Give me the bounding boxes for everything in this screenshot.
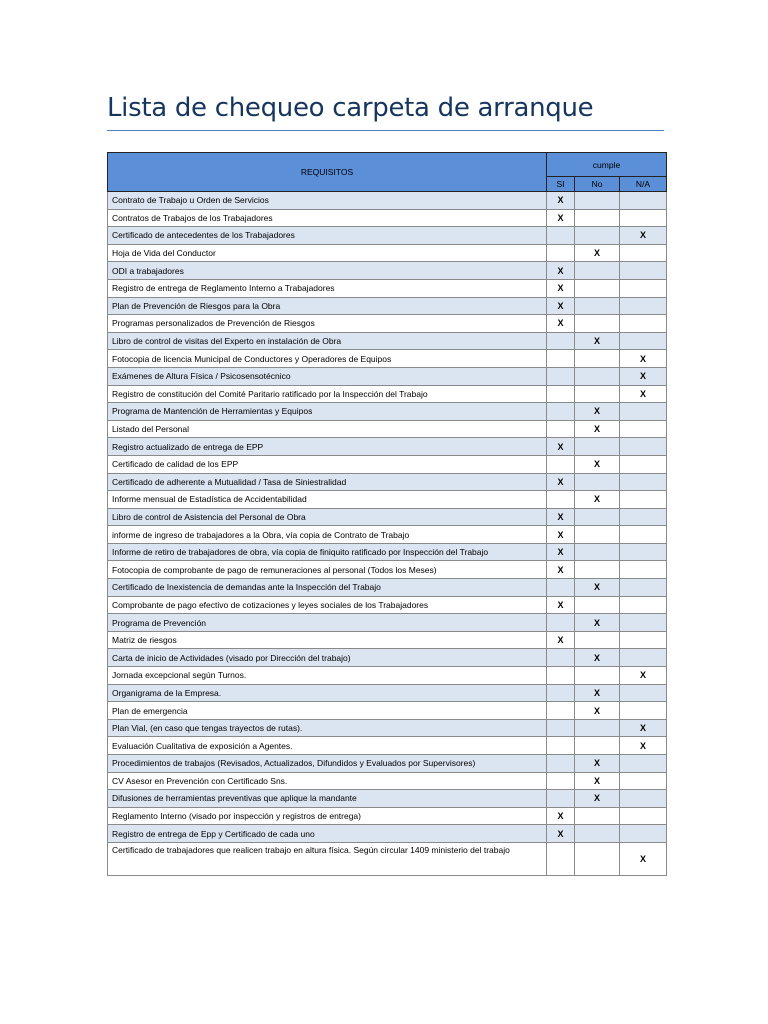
requirement-cell: Reglamento Interno (visado por inspección y registros de entrega) (108, 807, 547, 825)
si-cell (547, 719, 575, 737)
table-row (108, 491, 667, 509)
no-cell (575, 192, 620, 210)
si-cell (547, 350, 575, 368)
na-cell: X (620, 737, 667, 755)
na-cell (620, 491, 667, 509)
no-cell (575, 438, 620, 456)
no-cell (575, 737, 620, 755)
no-cell: X (575, 755, 620, 773)
document-title: Lista de chequeo carpeta de arranque (107, 93, 594, 123)
na-cell (620, 209, 667, 227)
na-cell (620, 579, 667, 597)
no-cell: X (575, 420, 620, 438)
checklist-table (107, 152, 667, 876)
requirement-cell: Comprobante de pago efectivo de cotizaciones y leyes sociales de los Trabajadores (108, 596, 547, 614)
na-cell (620, 561, 667, 579)
na-cell: X (620, 719, 667, 737)
na-cell: X (620, 227, 667, 245)
requirement-cell: Programa de Prevención (108, 614, 547, 632)
no-cell (575, 385, 620, 403)
si-cell: X (547, 209, 575, 227)
table-row (108, 209, 667, 227)
no-cell: X (575, 772, 620, 790)
title-underline (107, 130, 664, 131)
table-row (108, 631, 667, 649)
no-cell (575, 297, 620, 315)
na-cell (620, 702, 667, 720)
na-cell (620, 526, 667, 544)
requirement-cell: Plan Vial, (en caso que tengas trayectos de rutas). (108, 719, 547, 737)
requirement-cell: Programa de Mantención de Herramientas y Equipos (108, 403, 547, 421)
na-cell: X (620, 385, 667, 403)
si-cell (547, 367, 575, 385)
requirement-cell: Certificado de trabajadores que realicen trabajo en altura física. Según circular 1409 ministerio del trabajo (108, 842, 547, 875)
na-cell (620, 772, 667, 790)
si-cell (547, 244, 575, 262)
table-row (108, 737, 667, 755)
na-cell (620, 543, 667, 561)
na-cell (620, 455, 667, 473)
na-cell (620, 649, 667, 667)
no-cell: X (575, 579, 620, 597)
no-cell (575, 526, 620, 544)
si-cell: X (547, 192, 575, 210)
requirement-cell: Listado del Personal (108, 420, 547, 438)
requirement-cell: Plan de emergencia (108, 702, 547, 720)
na-cell (620, 508, 667, 526)
requirement-cell: Plan de Prevención de Riesgos para la Obra (108, 297, 547, 315)
si-cell (547, 649, 575, 667)
no-cell (575, 279, 620, 297)
requirement-cell: Evaluación Cualitativa de exposición a Agentes. (108, 737, 547, 755)
na-cell (620, 192, 667, 210)
na-cell (620, 332, 667, 350)
no-cell (575, 842, 620, 875)
no-cell: X (575, 702, 620, 720)
no-cell (575, 561, 620, 579)
no-cell (575, 350, 620, 368)
table-row (108, 473, 667, 491)
requirement-cell: Informe mensual de Estadística de Accidentabilidad (108, 491, 547, 509)
no-cell (575, 543, 620, 561)
table-row (108, 649, 667, 667)
table-row (108, 455, 667, 473)
requirement-cell: Libro de control de visitas del Experto en instalación de Obra (108, 332, 547, 350)
si-cell: X (547, 543, 575, 561)
na-cell (620, 438, 667, 456)
requirement-cell: Exámenes de Altura Física / Psicosensotécnico (108, 367, 547, 385)
table-row (108, 508, 667, 526)
si-cell: X (547, 297, 575, 315)
si-cell (547, 842, 575, 875)
table-row (108, 227, 667, 245)
no-cell: X (575, 455, 620, 473)
na-cell (620, 262, 667, 280)
requirement-cell: Registro actualizado de entrega de EPP (108, 438, 547, 456)
table-row (108, 596, 667, 614)
no-cell: X (575, 332, 620, 350)
na-cell (620, 279, 667, 297)
si-cell: X (547, 438, 575, 456)
na-cell (620, 244, 667, 262)
no-cell: X (575, 491, 620, 509)
requirement-cell: Fotocopia de comprobante de pago de remuneraciones al personal (Todos los Meses) (108, 561, 547, 579)
no-cell: X (575, 614, 620, 632)
no-cell (575, 367, 620, 385)
si-cell (547, 702, 575, 720)
requirement-cell: Certificado de antecedentes de los Trabajadores (108, 227, 547, 245)
na-cell (620, 473, 667, 491)
requirement-cell: CV Asesor en Prevención con Certificado Sns. (108, 772, 547, 790)
table-row (108, 667, 667, 685)
si-cell: X (547, 279, 575, 297)
si-cell (547, 455, 575, 473)
si-cell (547, 403, 575, 421)
table-row (108, 825, 667, 843)
no-cell (575, 473, 620, 491)
na-cell (620, 614, 667, 632)
si-cell (547, 737, 575, 755)
table-row (108, 807, 667, 825)
checklist-body (108, 192, 667, 876)
table-row (108, 755, 667, 773)
si-cell (547, 772, 575, 790)
table-row (108, 385, 667, 403)
si-cell: X (547, 807, 575, 825)
table-row (108, 192, 667, 210)
requirement-cell: Matriz de riesgos (108, 631, 547, 649)
table-row (108, 262, 667, 280)
na-cell (620, 825, 667, 843)
table-row (108, 279, 667, 297)
no-cell (575, 596, 620, 614)
requirement-cell: Programas personalizados de Prevención de Riesgos (108, 315, 547, 333)
si-cell (547, 790, 575, 808)
si-cell: X (547, 596, 575, 614)
si-cell (547, 579, 575, 597)
table-row (108, 842, 667, 875)
table-row (108, 526, 667, 544)
no-cell (575, 825, 620, 843)
na-cell (620, 403, 667, 421)
requirement-cell: Carta de inicio de Actividades (visado por Dirección del trabajo) (108, 649, 547, 667)
table-row (108, 684, 667, 702)
header-na: N/A (620, 177, 667, 192)
requirement-cell: Difusiones de herramientas preventivas que aplique la mandante (108, 790, 547, 808)
no-cell: X (575, 649, 620, 667)
table-row (108, 420, 667, 438)
table-row (108, 719, 667, 737)
table-row (108, 702, 667, 720)
na-cell (620, 790, 667, 808)
no-cell (575, 631, 620, 649)
no-cell (575, 807, 620, 825)
requirement-cell: Informe de retiro de trabajadores de obra, vía copia de finiquito ratificado por Inspección del Trabajo (108, 543, 547, 561)
requirement-cell: Jornada excepcional según Turnos. (108, 667, 547, 685)
si-cell: X (547, 825, 575, 843)
no-cell: X (575, 684, 620, 702)
si-cell (547, 227, 575, 245)
table-row (108, 244, 667, 262)
na-cell (620, 631, 667, 649)
table-row (108, 772, 667, 790)
si-cell: X (547, 473, 575, 491)
table-row (108, 614, 667, 632)
requirement-cell: Contratos de Trabajos de los Trabajadores (108, 209, 547, 227)
si-cell (547, 755, 575, 773)
table-row (108, 350, 667, 368)
si-cell (547, 614, 575, 632)
table-row (108, 438, 667, 456)
na-cell (620, 807, 667, 825)
si-cell: X (547, 315, 575, 333)
no-cell (575, 315, 620, 333)
requirement-cell: Procedimientos de trabajos (Revisados, Actualizados, Difundidos y Evaluados por Supervisores) (108, 755, 547, 773)
requirement-cell: Certificado de adherente a Mutualidad / Tasa de Siniestralidad (108, 473, 547, 491)
table-row (108, 403, 667, 421)
si-cell: X (547, 508, 575, 526)
no-cell: X (575, 244, 620, 262)
requirement-cell: Certificado de Inexistencia de demandas ante la Inspección del Trabajo (108, 579, 547, 597)
header-cumple: cumple (547, 153, 667, 177)
si-cell: X (547, 561, 575, 579)
si-cell (547, 420, 575, 438)
requirement-cell: Hoja de Vida del Conductor (108, 244, 547, 262)
si-cell: X (547, 262, 575, 280)
si-cell: X (547, 526, 575, 544)
na-cell: X (620, 667, 667, 685)
si-cell: X (547, 631, 575, 649)
table-row (108, 561, 667, 579)
na-cell (620, 596, 667, 614)
requirement-cell: Registro de entrega de Epp y Certificado de cada uno (108, 825, 547, 843)
requirement-cell: Organigrama de la Empresa. (108, 684, 547, 702)
no-cell (575, 227, 620, 245)
no-cell: X (575, 790, 620, 808)
na-cell: X (620, 350, 667, 368)
no-cell (575, 719, 620, 737)
requirement-cell: Registro de constitución del Comité Paritario ratificado por la Inspección del Trabajo (108, 385, 547, 403)
si-cell (547, 385, 575, 403)
na-cell (620, 684, 667, 702)
no-cell (575, 508, 620, 526)
requirement-cell: Certificado de calidad de los EPP (108, 455, 547, 473)
table-row (108, 367, 667, 385)
table-row (108, 790, 667, 808)
si-cell (547, 332, 575, 350)
header-requisitos: REQUISITOS (108, 153, 547, 192)
no-cell (575, 209, 620, 227)
table-row (108, 315, 667, 333)
header-si: SI (547, 177, 575, 192)
requirement-cell: Contrato de Trabajo u Orden de Servicios (108, 192, 547, 210)
table-row (108, 579, 667, 597)
no-cell (575, 262, 620, 280)
si-cell (547, 667, 575, 685)
table-row (108, 543, 667, 561)
requirement-cell: informe de ingreso de trabajadores a la Obra, vía copia de Contrato de Trabajo (108, 526, 547, 544)
na-cell (620, 315, 667, 333)
table-row (108, 297, 667, 315)
no-cell (575, 667, 620, 685)
na-cell: X (620, 842, 667, 875)
header-no: No (575, 177, 620, 192)
no-cell: X (575, 403, 620, 421)
si-cell (547, 491, 575, 509)
requirement-cell: Fotocopia de licencia Municipal de Conductores y Operadores de Equipos (108, 350, 547, 368)
table-row (108, 332, 667, 350)
na-cell (620, 755, 667, 773)
requirement-cell: Libro de control de Asistencia del Personal de Obra (108, 508, 547, 526)
si-cell (547, 684, 575, 702)
requirement-cell: ODI a trabajadores (108, 262, 547, 280)
na-cell (620, 297, 667, 315)
requirement-cell: Registro de entrega de Reglamento Interno a Trabajadores (108, 279, 547, 297)
na-cell: X (620, 367, 667, 385)
na-cell (620, 420, 667, 438)
